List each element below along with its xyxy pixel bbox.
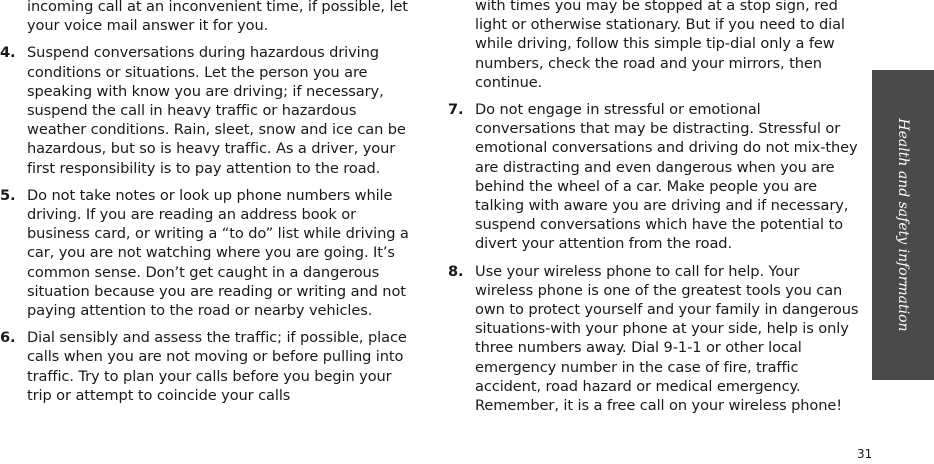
list-item-7 xyxy=(448,100,860,254)
right-column xyxy=(448,0,860,415)
item-text: Use your wireless phone to call for help. Your wireless phone is one of the greatest tools you can own to protect yourself and your family in dangerous situations-with your phone at your side, help is only three numbers away. Dial 9-1-1 or other local emergency number in the case of fire, traffic accident, road hazard or medical emergency. Remember, it is a free call on your wireless phone! xyxy=(475,262,859,415)
continuation-paragraph: with times you may be stopped at a stop sign, red light or otherwise stationary. But if you need to dial while driving, follow this simple tip-dial only a few numbers, check the road and your mirrors, then continue. xyxy=(475,0,845,91)
item-text: Suspend conversations during hazardous driving conditions or situations. Let the person you are speaking with know you are driving; if necessary, suspend the call in heavy traffic or hazardous weather conditions. Rain, sleet, snow and ice can be hazardous, but so is heavy traffic. As a driver, your first responsibility is to pay attention to the road. xyxy=(27,44,406,177)
section-title: Health and safety information xyxy=(895,118,911,332)
page-number: 31 xyxy=(857,447,873,461)
item-number: 8. xyxy=(448,262,464,280)
item-number: 6. xyxy=(0,329,16,347)
item-number: 4. xyxy=(0,44,16,62)
item-text: Do not engage in stressful or emotional conversations that may be distracting. Stressful or emotional conversations and driving do not mix-they are distracting and even dangerous when you are behind the wheel of a car. Make people you are talking with aware you are driving and if necessary, suspend conversations which have the potential to divert your attention from the road. xyxy=(475,101,858,253)
list-item-5 xyxy=(0,186,415,320)
list-item-4 xyxy=(0,43,415,177)
list-item-6 xyxy=(0,328,415,405)
continuation-paragraph: incoming call at an inconvenient time, if possible, let your voice mail answer it for you. xyxy=(27,0,408,35)
section-side-tab xyxy=(872,70,934,380)
item-number: 5. xyxy=(0,186,16,204)
list-item-8 xyxy=(448,262,860,416)
left-column xyxy=(0,0,415,405)
item-text: Dial sensibly and assess the traffic; if possible, place calls when you are not moving or before pulling into traffic. Try to plan your calls before you begin your trip or attempt to coincide your calls xyxy=(27,329,407,404)
item-text: Do not take notes or look up phone numbers while driving. If you are reading an address book or business card, or writing a “to do” list while driving a car, you are not watching where you are going. It’s common sense. Don’t get caught in a dangerous situation because you are reading or writing and not paying attention to the road or nearby vehicles. xyxy=(27,186,409,320)
item-number: 7. xyxy=(448,101,464,119)
